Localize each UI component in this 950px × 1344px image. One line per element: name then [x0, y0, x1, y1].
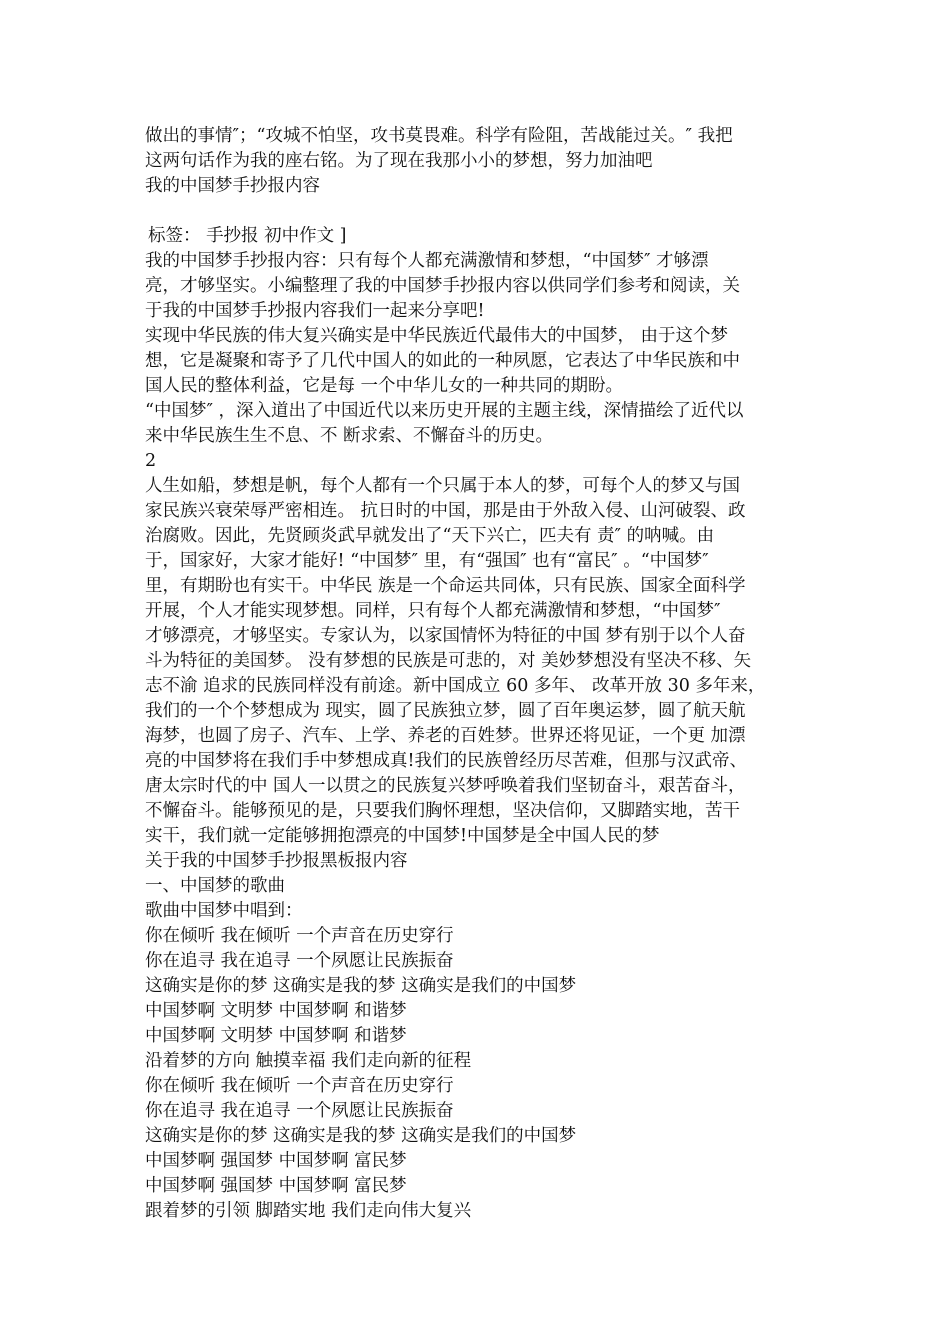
- text-line: 想，它是凝聚和寄予了几代中国人的如此的一种夙愿，它表达了中华民族和中: [145, 351, 740, 371]
- lyric-line: 沿着梦的方向 触摸幸福 我们走向新的征程: [145, 1051, 472, 1071]
- text-line: 家民族兴衰荣辱严密相连。 抗日时的中国，那是由于外敌入侵、山河破裂、政: [145, 501, 746, 521]
- lyric-line: 中国梦啊 文明梦 中国梦啊 和谐梦: [145, 1001, 407, 1021]
- text-line: 歌曲中国梦中唱到：: [145, 901, 303, 921]
- text-line: 治腐败。因此，先贤顾炎武早就发出了“天下兴亡，匹夫有 责″ 的呐喊。由: [145, 526, 715, 546]
- document-body: [145, 124, 813, 1224]
- tags-line: 标签： 手抄报 初中作文 ]: [148, 226, 347, 246]
- text-line: 海梦，也圆了房子、汽车、上学、养老的百姓梦。世界还将见证，一个更 加漂: [145, 726, 746, 746]
- section-heading: 一、中国梦的歌曲: [145, 876, 285, 896]
- text-line: 实现中华民族的伟大复兴确实是中华民族近代最伟大的中国梦， 由于这个梦: [145, 326, 729, 346]
- text-line: 才够漂亮，才够坚实。专家认为，以家国情怀为特征的中国 梦有别于以个人奋: [145, 626, 746, 646]
- text-line: 志不渝 追求的民族同样没有前途。新中国成立 60 多年、 改革开放 30 多年来，: [145, 676, 766, 696]
- text-line: 开展，个人才能实现梦想。同样，只有每个人都充满激情和梦想，“中国梦″: [145, 601, 721, 621]
- text-line: 亮的中国梦将在我们手中梦想成真!我们的民族曾经历尽苦难，但那与汉武帝、: [145, 751, 748, 771]
- lyric-line: 这确实是你的梦 这确实是我的梦 这确实是我们的中国梦: [145, 976, 577, 996]
- lyric-line: 中国梦啊 文明梦 中国梦啊 和谐梦: [145, 1026, 407, 1046]
- lyric-line: 跟着梦的引领 脚踏实地 我们走向伟大复兴: [145, 1201, 472, 1221]
- lyric-line: 你在倾听 我在倾听 一个声音在历史穿行: [145, 1076, 454, 1096]
- section-heading: 关于我的中国梦手抄报黑板报内容: [145, 851, 408, 871]
- page-number: 2: [145, 451, 157, 471]
- text-line: 唐太宗时代的中 国人一以贯之的民族复兴梦呼唤着我们坚韧奋斗，艰苦奋斗，: [145, 776, 746, 796]
- text-line: 斗为特征的美国梦。 没有梦想的民族是可悲的，对 美妙梦想没有坚决不移、矢: [145, 651, 752, 671]
- section-heading: 我的中国梦手抄报内容: [145, 176, 320, 196]
- text-line: 于，国家好，大家才能好! “中国梦″ 里，有“强国″ 也有“富民″ 。“中国梦″: [145, 551, 709, 571]
- text-line: 国人民的整体利益，它是每 一个中华儿女的一种共同的期盼。: [145, 376, 624, 396]
- text-line: 这两句话作为我的座右铭。为了现在我那小小的梦想，努力加油吧: [145, 151, 653, 171]
- text-line: 来中华民族生生不息、不 断求索、不懈奋斗的历史。: [145, 426, 554, 446]
- text-line: 不懈奋斗。能够预见的是，只要我们胸怀理想，坚决信仰，又脚踏实地，苦干: [145, 801, 740, 821]
- lyric-line: 你在倾听 我在倾听 一个声音在历史穿行: [145, 926, 454, 946]
- text-line: 于我的中国梦手抄报内容我们一起来分享吧!: [145, 301, 485, 321]
- lyric-line: 你在追寻 我在追寻 一个夙愿让民族振奋: [145, 951, 454, 971]
- lyric-line: 中国梦啊 强国梦 中国梦啊 富民梦: [145, 1151, 407, 1171]
- text-line: 做出的事情″；“攻城不怕坚，攻书莫畏难。科学有险阻，苦战能过关。″ 我把: [145, 126, 733, 146]
- text-line: 亮，才够坚实。小编整理了我的中国梦手抄报内容以供同学们参考和阅读，关: [145, 276, 740, 296]
- text-line: 人生如船，梦想是帆，每个人都有一个只属于本人的梦，可每个人的梦又与国: [145, 476, 740, 496]
- blank-line: [145, 199, 813, 224]
- text-line: “中国梦″ ，深入道出了中国近代以来历史开展的主题主线，深情描绘了近代以: [145, 401, 744, 421]
- text-line: 里，有期盼也有实干。中华民 族是一个命运共同体，只有民族、国家全面科学: [145, 576, 746, 596]
- text-line: 我的中国梦手抄报内容：只有每个人都充满激情和梦想，“中国梦″ 才够漂: [145, 251, 709, 271]
- text-line: 实干，我们就一定能够拥抱漂亮的中国梦!中国梦是全中国人民的梦: [145, 826, 660, 846]
- lyric-line: 你在追寻 我在追寻 一个夙愿让民族振奋: [145, 1101, 454, 1121]
- text-line: 我们的一个个梦想成为 现实，圆了民族独立梦，圆了百年奥运梦，圆了航天航: [145, 701, 746, 721]
- lyric-line: 这确实是你的梦 这确实是我的梦 这确实是我们的中国梦: [145, 1126, 577, 1146]
- lyric-line: 中国梦啊 强国梦 中国梦啊 富民梦: [145, 1176, 407, 1196]
